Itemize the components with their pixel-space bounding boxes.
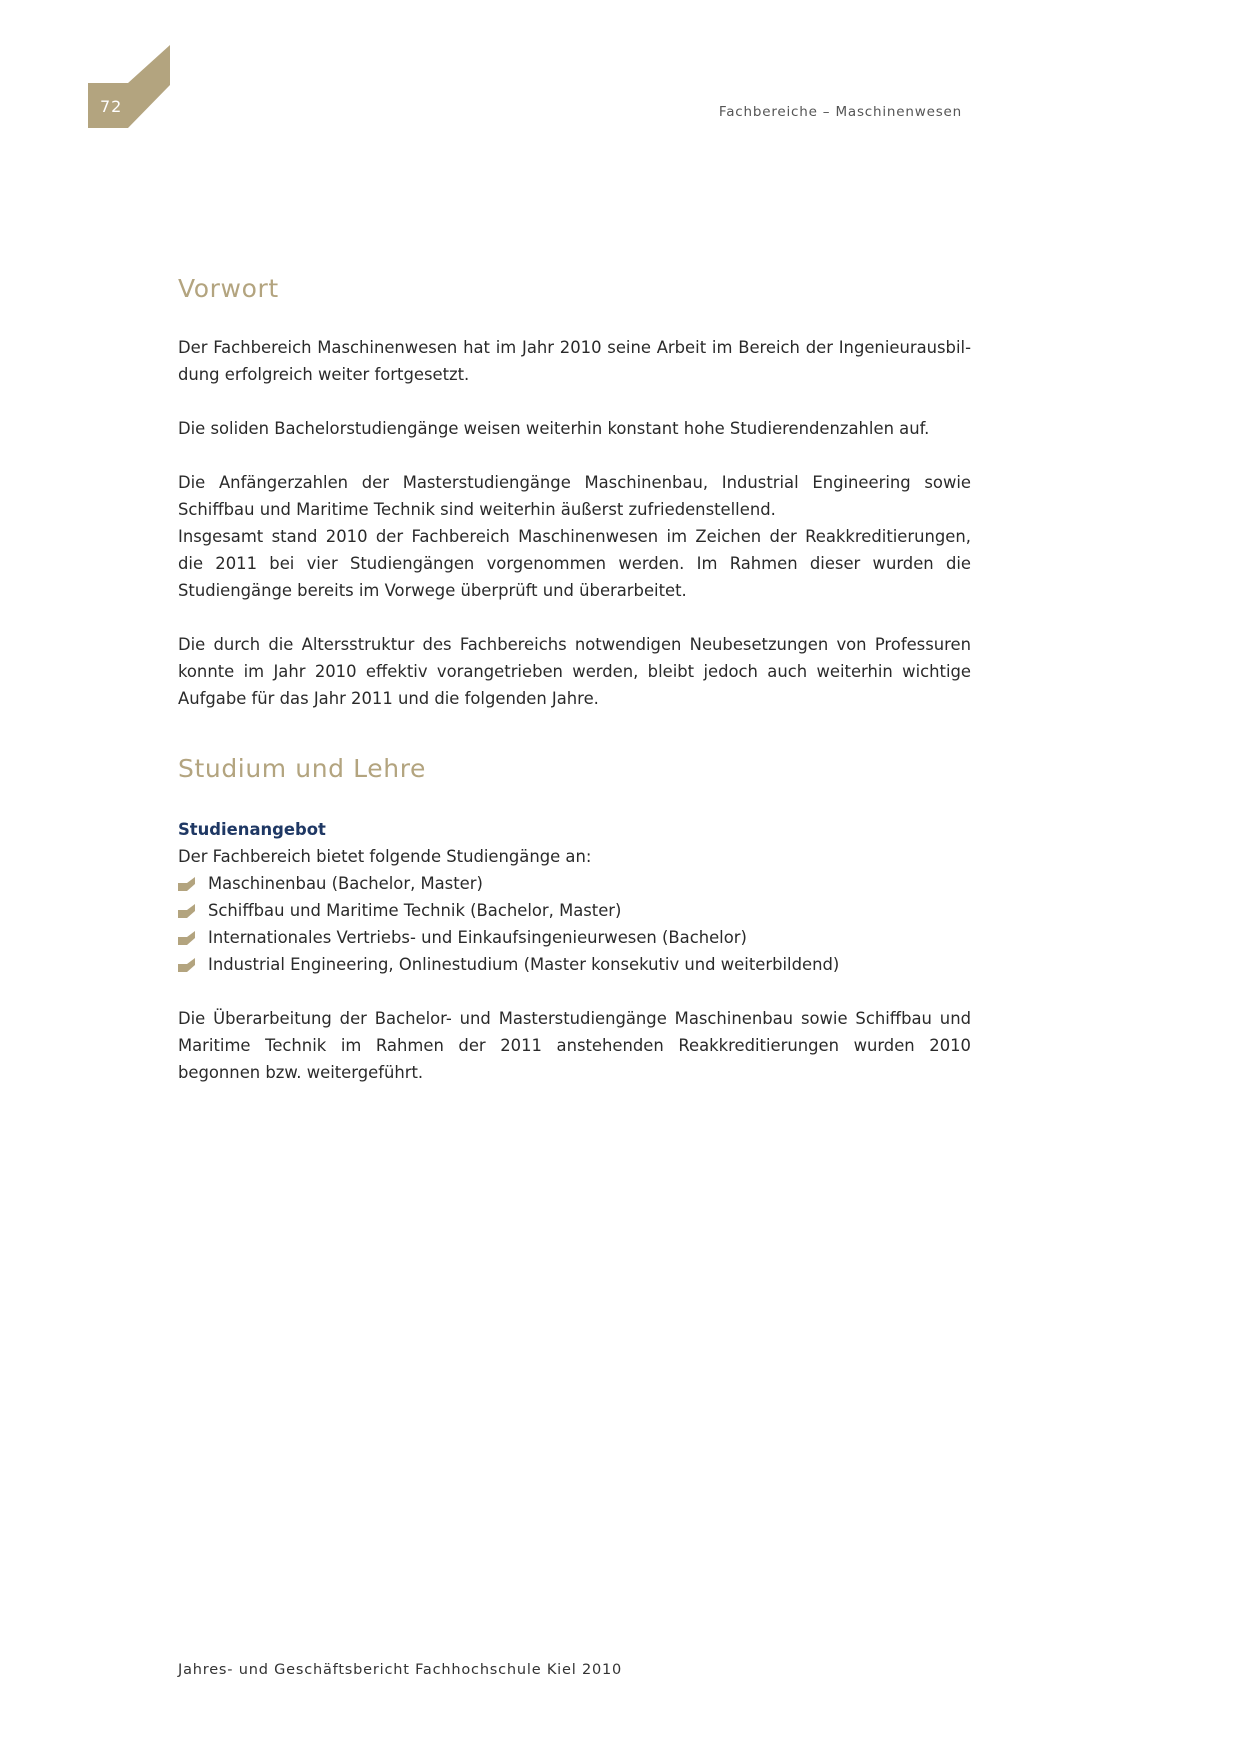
program-label: Industrial Engineering, Onlinestudium (Master konsekutiv und weiterbildend)	[208, 955, 840, 974]
program-list	[178, 870, 971, 978]
bullet-arrow-icon	[178, 877, 196, 891]
list-item	[178, 897, 971, 924]
main-content	[178, 272, 971, 1113]
bullet-arrow-icon	[178, 904, 196, 918]
list-item	[178, 870, 971, 897]
program-label: Schiffbau und Maritime Technik (Bachelor, Master)	[208, 901, 622, 920]
list-item	[178, 924, 971, 951]
program-label: Maschinenbau (Bachelor, Master)	[208, 874, 483, 893]
list-item	[178, 951, 971, 978]
vorwort-paragraph: Die Anfängerzahlen der Masterstudiengänge Maschinenbau, Industrial Engineering sowie Schiffbau und Maritime Technik sind weiterhin äußerst zufriedenstellend.	[178, 473, 971, 519]
page-footer: Jahres- und Geschäftsbericht Fachhochschule Kiel 2010	[178, 1662, 623, 1678]
vorwort-paragraph: Die soliden Bachelorstudiengänge weisen weiterhin konstant hohe Studierendenzahlen auf.	[178, 419, 930, 438]
subheading-studienangebot: Studienangebot	[178, 820, 326, 839]
vorwort-paragraph: Die durch die Altersstruktur des Fachbereichs notwendigen Neubesetzungen von Professuren konnte im Jahr 2010 effektiv vorangetrieben werden, bleibt jedoch auch weiterhin wichtige Aufgabe für das Jahr 2011 und die folgenden Jahre.	[178, 635, 971, 708]
section-heading-studium: Studium und Lehre	[178, 754, 427, 783]
running-header: Fachbereiche – Maschinenwesen	[718, 104, 962, 120]
program-label: Internationales Vertriebs- und Einkaufsingenieurwesen (Bachelor)	[208, 928, 747, 947]
closing-paragraph: Die Überarbeitung der Bachelor- und Masterstudiengänge Maschinenbau sowie Schiffbau und Maritime Technik im Rahmen der 2011 anstehenden Reakkreditierungen wurden 2010 begonnen bzw. weitergeführt.	[178, 1009, 971, 1082]
page-number: 72	[100, 97, 123, 116]
bullet-arrow-icon	[178, 931, 196, 945]
vorwort-paragraph: Der Fachbereich Maschinenwesen hat im Jahr 2010 seine Arbeit im Bereich der Ingenieurausbildung erfolgreich weiter fortgesetzt.	[178, 338, 971, 384]
vorwort-paragraph: Insgesamt stand 2010 der Fachbereich Maschinenwesen im Zeichen der Reakkreditierungen, die 2011 bei vier Studiengängen vorgenommen werden. Im Rahmen dieser wurden die Studiengänge bereits im Vorwege überprüft und überarbeitet.	[178, 527, 971, 600]
program-intro: Der Fachbereich bietet folgende Studiengänge an:	[178, 847, 592, 866]
section-heading-vorwort: Vorwort	[178, 274, 279, 303]
bullet-arrow-icon	[178, 958, 196, 972]
